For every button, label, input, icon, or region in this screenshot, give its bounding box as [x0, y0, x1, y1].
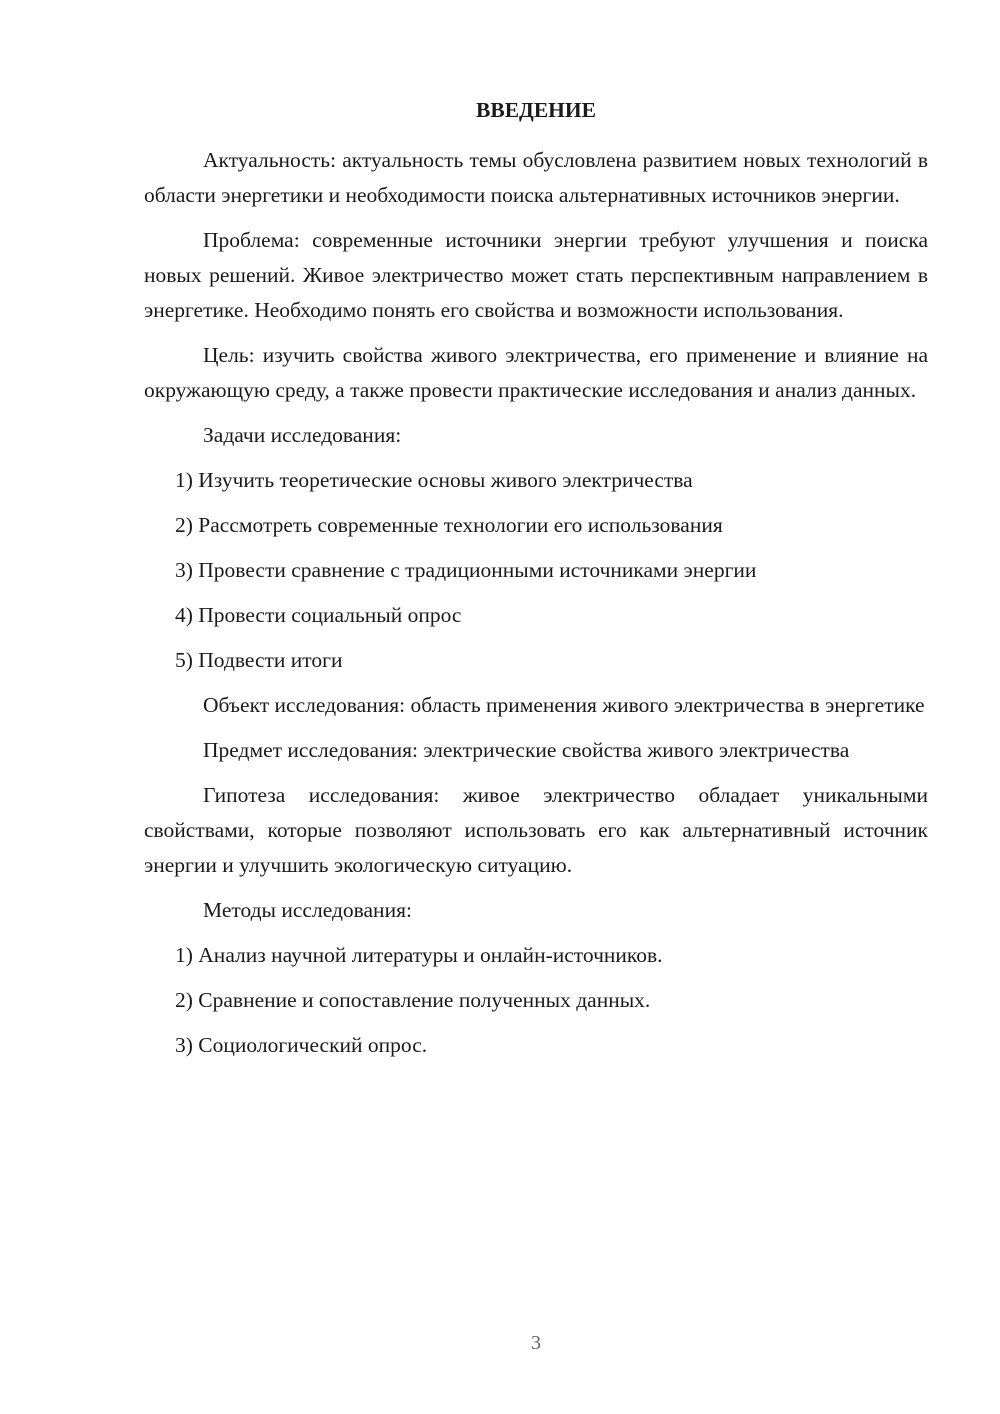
tasks-title: Задачи исследования: [203, 423, 402, 447]
task-item-4: 4) Провести социальный опрос [175, 603, 462, 627]
subject-paragraph: Предмет исследования: электрические свойства живого электричества [203, 738, 850, 762]
method-item-3: 3) Социологический опрос. [175, 1033, 428, 1057]
method-item-1: 1) Анализ научной литературы и онлайн-источников. [175, 943, 663, 967]
task-item-1: 1) Изучить теоретические основы живого электричества [175, 468, 693, 492]
task-item-2: 2) Рассмотреть современные технологии его использования [175, 513, 723, 537]
object-paragraph: Объект исследования: область применения живого электричества в энергетике [203, 693, 925, 717]
problem-paragraph: Проблема: современные источники энергии требуют улучшения и поиска новых решений. Живое электричество может стать перспективным направлением в энергетике. Необходимо понять его свойства и возможности использования. [144, 228, 928, 322]
section-heading: ВВЕДЕНИЕ [476, 98, 596, 122]
task-item-5: 5) Подвести итоги [175, 648, 343, 672]
page-number: 3 [531, 1332, 541, 1354]
relevance-paragraph: Актуальность: актуальность темы обусловлена развитием новых технологий в области энергетики и необходимости поиска альтернативных источников энергии. [144, 148, 928, 207]
method-item-2: 2) Сравнение и сопоставление полученных данных. [175, 988, 651, 1012]
task-item-3: 3) Провести сравнение с традиционными источниками энергии [175, 558, 757, 582]
methods-title: Методы исследования: [203, 898, 412, 922]
page-content [144, 93, 928, 1073]
goal-paragraph: Цель: изучить свойства живого электричества, его применение и влияние на окружающую среду, а также провести практические исследования и анализ данных. [144, 343, 928, 402]
hypothesis-paragraph: Гипотеза исследования: живое электричество обладает уникальными свойствами, которые позволяют использовать его как альтернативный источник энергии и улучшить экологическую ситуацию. [144, 783, 928, 877]
